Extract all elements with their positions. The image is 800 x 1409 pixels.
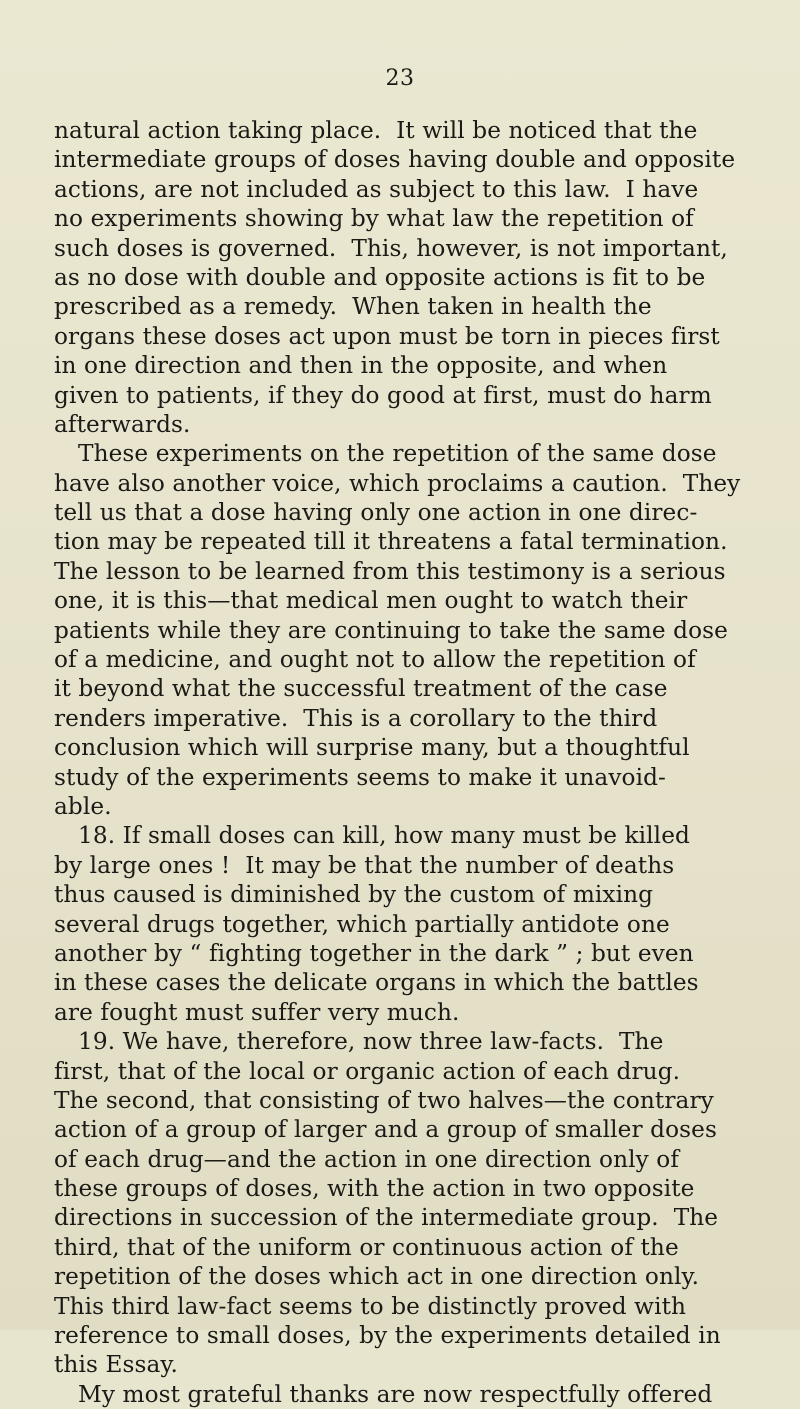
text-line: in these cases the delicate organs in which the battles [54, 969, 699, 997]
text-line: it beyond what the successful treatment of the case [54, 675, 668, 703]
text-line: these groups of doses, with the action in two opposite [54, 1175, 695, 1203]
paragraph-start-line: 18. If small doses can kill, how many must be killed [78, 822, 690, 850]
text-line: in one direction and then in the opposite, and when [54, 352, 668, 380]
text-line: conclusion which will surprise many, but a thoughtful [54, 734, 690, 762]
text-line: afterwards. [54, 410, 191, 438]
text-line: first, that of the local or organic action of each drug. [54, 1057, 681, 1085]
text-line: such doses is governed. This, however, is not important, [54, 234, 728, 262]
text-line: given to patients, if they do good at first, must do harm [54, 381, 712, 409]
text-line: This third law-fact seems to be distinctly proved with [54, 1292, 687, 1320]
text-line: thus caused is diminished by the custom of mixing [54, 881, 654, 909]
text-line: The lesson to be learned from this testimony is a serious [54, 557, 726, 585]
text-line: reference to small doses, by the experiments detailed in [54, 1322, 721, 1350]
text-line: this Essay. [54, 1351, 178, 1379]
text-line: by large ones ! It may be that the number of deaths [54, 851, 675, 879]
text-line: action of a group of larger and a group of smaller doses [54, 1116, 717, 1144]
text-line: study of the experiments seems to make it unavoid- [54, 763, 666, 791]
text-line: actions, are not included as subject to this law. I have [54, 175, 699, 203]
text-line: intermediate groups of doses having double and opposite [54, 146, 736, 174]
text-line: no experiments showing by what law the repetition of [54, 205, 694, 233]
text-line: repetition of the doses which act in one direction only. [54, 1263, 700, 1291]
paragraph-start-line: 19. We have, therefore, now three law-facts. The [78, 1028, 664, 1056]
paragraph-start-line: These experiments on the repetition of the same dose [78, 440, 717, 468]
text-line: several drugs together, which partially antidote one [54, 910, 670, 938]
text-line: The second, that consisting of two halves—the contrary [54, 1086, 714, 1114]
page-number: 23 [385, 66, 415, 91]
text-line: one, it is this—that medical men ought to watch their [54, 587, 688, 615]
text-line: directions in succession of the intermediate group. The [54, 1204, 719, 1232]
body-text [54, 116, 774, 1409]
text-line: of each drug—and the action in one direction only of [54, 1145, 680, 1173]
text-line: natural action taking place. It will be noticed that the [54, 117, 698, 144]
text-line: of a medicine, and ought not to allow the repetition of [54, 646, 696, 674]
text-line: tion may be repeated till it threatens a fatal termination. [54, 528, 728, 556]
text-line: renders imperative. This is a corollary to the third [54, 704, 658, 732]
paragraph-start-line: My most grateful thanks are now respectfully offered [78, 1380, 713, 1408]
text-line: as no dose with double and opposite actions is fit to be [54, 263, 706, 291]
text-line: are fought must suffer very much. [54, 998, 460, 1026]
text-line: organs these doses act upon must be torn in pieces first [54, 322, 720, 350]
text-line: have also another voice, which proclaims a caution. They [54, 469, 741, 497]
text-line: patients while they are continuing to take the same dose [54, 616, 728, 644]
text-line: third, that of the uniform or continuous action of the [54, 1233, 679, 1261]
text-line: tell us that a dose having only one action in one direc- [54, 499, 698, 527]
text-line: able. [54, 792, 112, 820]
text-line: prescribed as a remedy. When taken in health the [54, 293, 652, 321]
text-line: another by “ fighting together in the dark ” ; but even [54, 939, 694, 967]
